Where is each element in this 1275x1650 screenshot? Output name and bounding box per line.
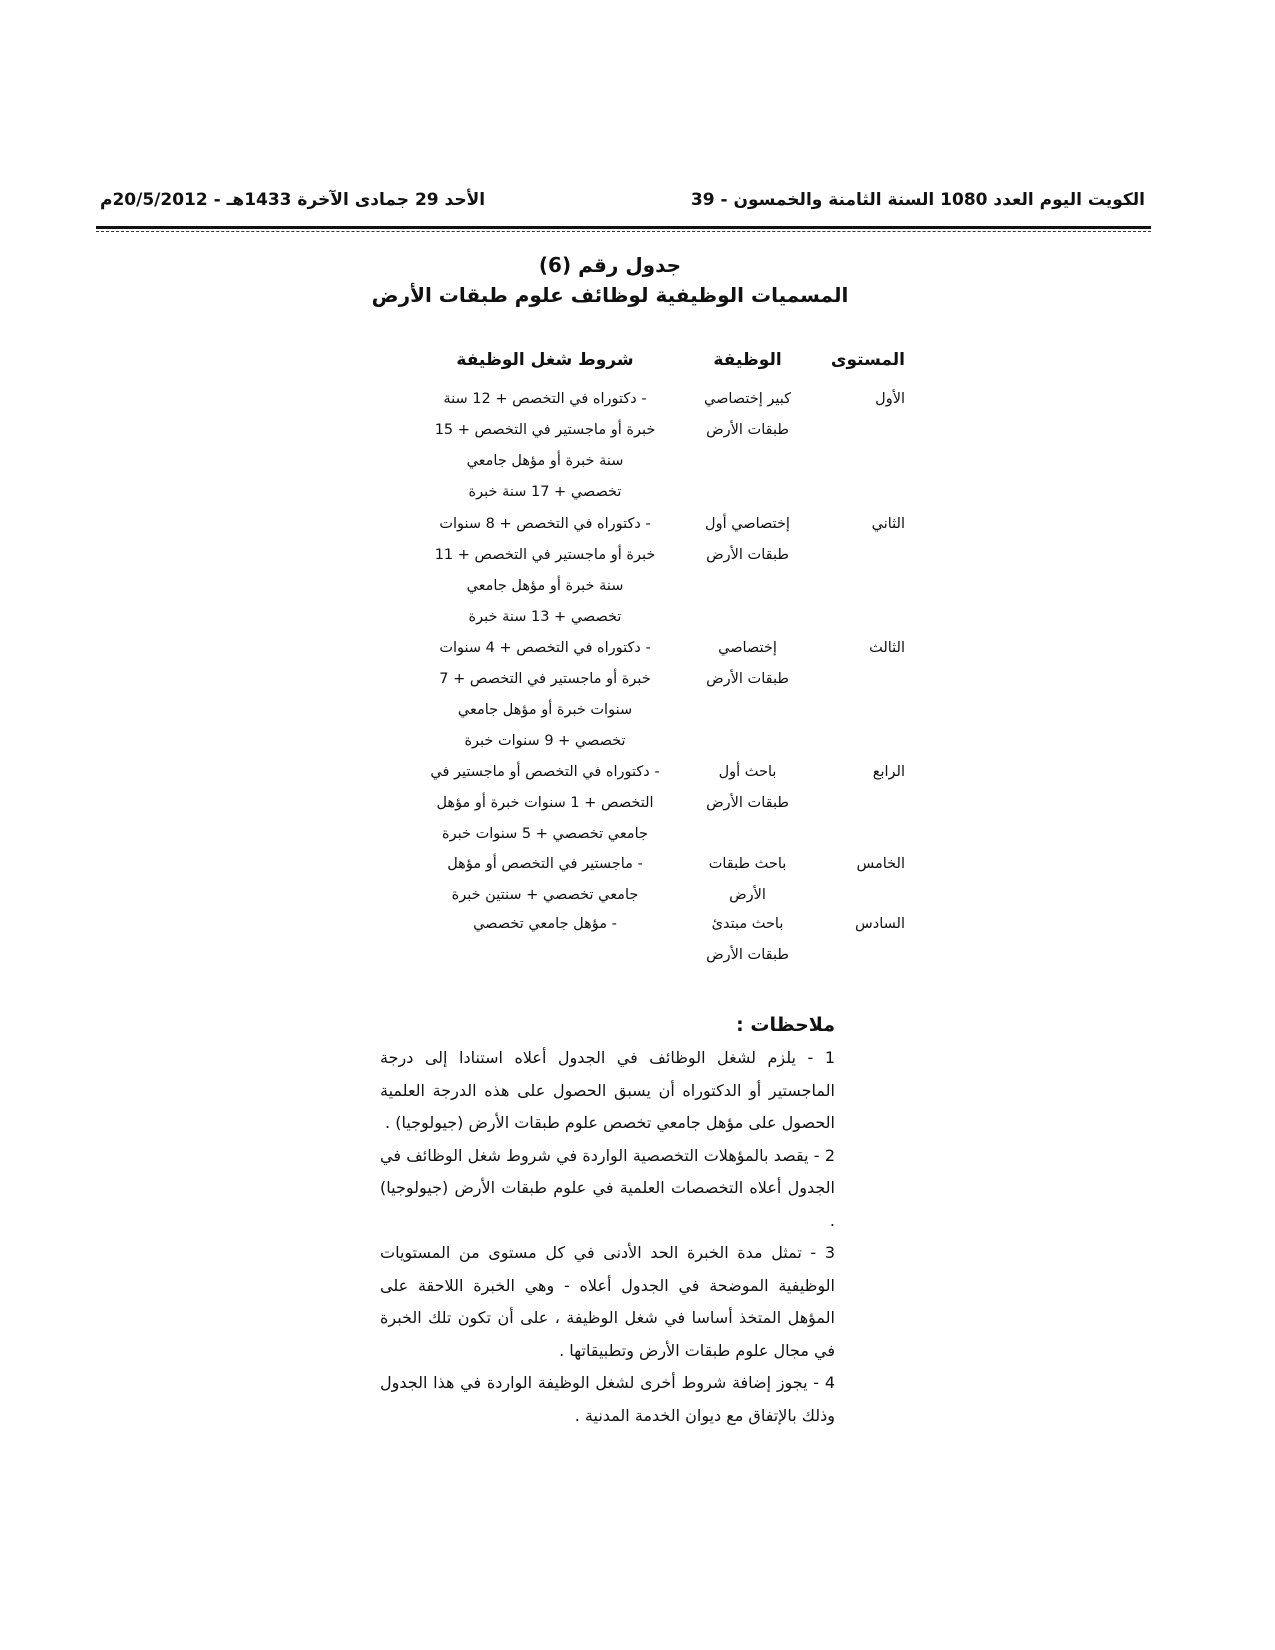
header-divider-dashed	[96, 231, 1151, 232]
note-item: 4 - يجوز إضافة شروط أخرى لشغل الوظيفة الواردة في هذا الجدول وذلك بالإتفاق مع ديوان الخدمة المدنية .	[380, 1373, 835, 1425]
condition-line: - دكتوراه في التخصص + 8 سنوات	[439, 516, 651, 532]
job-cell	[690, 633, 805, 695]
job-titles-table	[425, 350, 905, 969]
job-line: طبقات الأرض	[706, 947, 789, 963]
condition-line: خبرة أو ماجستير في التخصص + 11	[434, 547, 656, 563]
level-cell: السادس	[855, 916, 905, 932]
level-cell: الخامس	[856, 856, 905, 872]
job-line: إختصاصي أول	[705, 516, 790, 532]
job-line: طبقات الأرض	[706, 422, 789, 438]
job-cell	[690, 909, 805, 971]
table-row	[425, 757, 905, 849]
job-cell	[690, 849, 805, 911]
header-job: الوظيفة	[713, 350, 782, 370]
condition-line: خبرة أو ماجستير في التخصص + 15	[434, 422, 656, 438]
job-cell	[690, 384, 805, 446]
level-cell: الثالث	[869, 640, 905, 656]
job-line: باحث أول	[718, 764, 777, 780]
level-cell: الرابع	[872, 764, 905, 780]
header-level: المستوى	[830, 350, 905, 370]
header-conditions: شروط شغل الوظيفة	[456, 350, 634, 370]
condition-line: - ماجستير في التخصص أو مؤهل	[447, 856, 643, 872]
conditions-cell	[425, 509, 665, 633]
condition-line: - دكتوراه في التخصص أو ماجستير في	[430, 764, 660, 780]
job-line: طبقات الأرض	[706, 671, 789, 687]
condition-line: - دكتوراه في التخصص + 12 سنة	[443, 391, 647, 407]
condition-line: التخصص + 1 سنوات خبرة أو مؤهل	[436, 795, 654, 811]
gazette-issue-info: الكويت اليوم العدد 1080 السنة الثامنة والخمسون - 39	[690, 190, 1145, 210]
condition-line: سنة خبرة أو مؤهل جامعي	[466, 453, 624, 469]
condition-line: تخصصي + 17 سنة خبرة	[468, 484, 622, 500]
job-cell	[690, 757, 805, 819]
condition-line: سنة خبرة أو مؤهل جامعي	[466, 578, 624, 594]
condition-line: خبرة أو ماجستير في التخصص + 7	[439, 671, 651, 687]
job-line: طبقات الأرض	[706, 547, 789, 563]
job-line: طبقات الأرض	[706, 795, 789, 811]
table-title-block	[300, 250, 920, 310]
condition-line: جامعي تخصصي + 5 سنوات خبرة	[442, 826, 648, 842]
job-line: إختصاصي	[718, 640, 777, 656]
note-item: 2 - يقصد بالمؤهلات التخصصية الواردة في شروط شغل الوظائف في الجدول أعلاه التخصصات العلمية في علوم طبقات الأرض (جيولوجيا) .	[380, 1145, 835, 1230]
conditions-cell	[425, 909, 665, 940]
job-line: الأرض	[729, 887, 766, 903]
condition-line: - مؤهل جامعي تخصصي	[473, 916, 617, 932]
table-row	[425, 909, 905, 969]
gazette-date: الأحد 29 جمادى الآخرة 1433هـ - 20/5/2012م	[100, 190, 486, 210]
job-line: كبير إختصاصي	[703, 391, 792, 407]
note-item: 1 - يلزم لشغل الوظائف في الجدول أعلاه استنادا إلى درجة الماجستير أو الدكتوراه أن يسبق الحصول على هذه الدرجة العلمية الحصول على مؤهل جامعي تخصص علوم طبقات الأرض (جيولوجيا) .	[380, 1048, 835, 1132]
level-cell: الأول	[875, 391, 905, 407]
conditions-cell	[425, 384, 665, 508]
notes-section	[380, 1010, 835, 1432]
condition-line: - دكتوراه في التخصص + 4 سنوات	[439, 640, 651, 656]
job-line: باحث مبتدئ	[711, 916, 784, 932]
table-title: المسميات الوظيفية لوظائف علوم طبقات الأرض	[371, 283, 849, 307]
condition-line: تخصصي + 13 سنة خبرة	[468, 609, 622, 625]
condition-line: سنوات خبرة أو مؤهل جامعي	[457, 702, 633, 718]
page-header	[100, 190, 1145, 220]
job-cell	[690, 509, 805, 571]
conditions-cell	[425, 757, 665, 850]
table-header-row	[425, 350, 905, 384]
table-row	[425, 509, 905, 633]
job-line: باحث طبقات	[708, 856, 787, 872]
table-row	[425, 384, 905, 509]
table-row	[425, 849, 905, 909]
condition-line: تخصصي + 9 سنوات خبرة	[464, 733, 626, 749]
conditions-cell	[425, 849, 665, 911]
condition-line: جامعي تخصصي + سنتين خبرة	[451, 887, 639, 903]
note-item: 3 - تمثل مدة الخبرة الحد الأدنى في كل مستوى من المستويات الوظيفية الموضحة في الجدول أعلاه - وهي الخبرة اللاحقة على المؤهل المتخذ أساسا في شغل الوظيفة ، على أن تكون تلك الخبرة في مجال علوم طبقات الأرض وتطبيقاتها .	[380, 1243, 835, 1360]
header-divider	[96, 226, 1151, 229]
table-row	[425, 633, 905, 757]
conditions-cell	[425, 633, 665, 757]
level-cell: الثاني	[871, 516, 905, 532]
table-number: جدول رقم (6)	[538, 253, 682, 277]
notes-heading: ملاحظات :	[736, 1014, 835, 1036]
